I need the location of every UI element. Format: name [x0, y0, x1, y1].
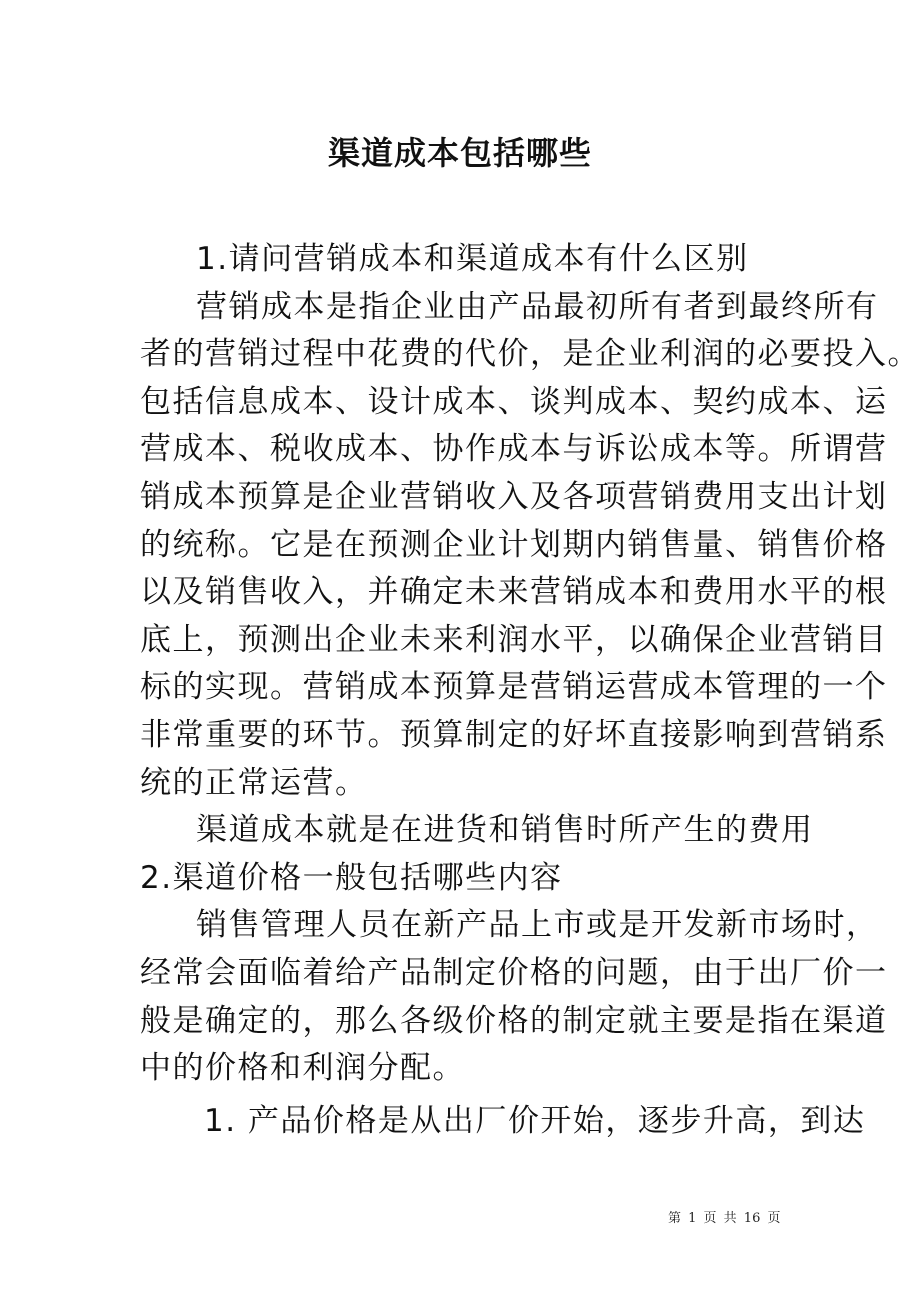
page-footer: 第 1 页 共 16 页 — [668, 1211, 781, 1226]
paragraph-line: 标的实现。营销成本预算是营销运营成本管理的一个 — [140, 669, 888, 706]
section-heading: 2.渠道价格一般包括哪些内容 — [140, 859, 563, 896]
paragraph-line: 渠道成本就是在进货和销售时所产生的费用 — [196, 812, 814, 849]
paragraph-line: 销成本预算是企业营销收入及各项营销费用支出计划 — [140, 478, 888, 515]
paragraph-line: 营成本、税收成本、协作成本与诉讼成本等。所谓营 — [140, 431, 888, 468]
paragraph-line: 者的营销过程中花费的代价，是企业利润的必要投入。 — [140, 336, 920, 373]
list-item: 1. 产品价格是从出厂价开始，逐步升高，到达 — [204, 1102, 866, 1139]
paragraph-line: 中的价格和利润分配。 — [140, 1050, 465, 1087]
paragraph-line: 般是确定的，那么各级价格的制定就主要是指在渠道 — [140, 1002, 888, 1039]
document-body — [140, 236, 920, 1145]
paragraph-line: 包括信息成本、设计成本、谈判成本、契约成本、运 — [140, 383, 888, 420]
paragraph-line: 的统称。它是在预测企业计划期内销售量、销售价格 — [140, 526, 888, 563]
document-title: 渠道成本包括哪些 — [327, 134, 592, 172]
paragraph-line: 以及销售收入，并确定未来营销成本和费用水平的根 — [140, 574, 888, 611]
paragraph-line: 非常重要的环节。预算制定的好坏直接影响到营销系 — [140, 716, 888, 753]
paragraph-line: 销售管理人员在新产品上市或是开发新市场时， — [196, 907, 879, 944]
section-heading: 1.请问营销成本和渠道成本有什么区别 — [196, 241, 749, 277]
paragraph-line: 经常会面临着给产品制定价格的问题，由于出厂价一 — [140, 954, 888, 991]
paragraph-line: 底上，预测出企业未来利润水平，以确保企业营销目 — [140, 621, 888, 658]
paragraph-line: 营销成本是指企业由产品最初所有者到最终所有 — [196, 288, 879, 325]
paragraph-line: 统的正常运营。 — [140, 764, 368, 801]
